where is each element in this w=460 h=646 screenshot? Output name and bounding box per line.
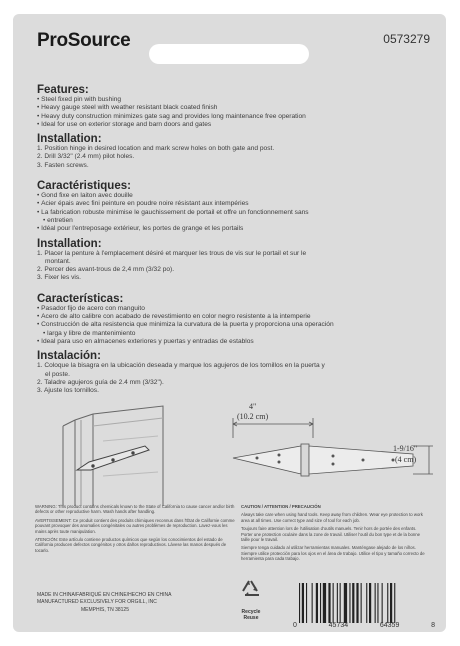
caution-text: Siempre tenga cuidado al utilizar herramientas manuales. Manténgase alejado de los niños. Siempre utilice protección para los ojos en el área de trabajo. Utilice el tipo y tamaño correcto de herramienta para cada trabajo. <box>241 545 425 562</box>
warning-left <box>35 504 235 556</box>
list-item: 2. Drill 3/32" (2.4 mm) pilot holes. <box>37 153 135 161</box>
list-item: • Gond fixe en laiton avec douille <box>37 192 437 200</box>
install-list-es <box>37 362 437 395</box>
list-item: 1. Coloque la bisagra en la ubicación deseada y marque los agujeros de los tornillos en la puerta y <box>37 362 325 370</box>
features-title-es: Características: <box>37 292 124 305</box>
warning-text: AVERTISSEMENT: Ce produit contient des produits chimiques reconnus dans l'État de Californie comme pouvant provoquer des anomalies congénitales ou autres problèmes de reproduction. Lavez-vous les mains après toute manipulation. <box>35 517 235 534</box>
dim-width-in: 1-9/16" <box>393 444 418 453</box>
barcode-digit: 64359 <box>379 622 400 629</box>
list-item: • Acero de alto calibre con acabado de revestimiento en color negro resistente a la intemperie <box>37 313 437 321</box>
package-card <box>13 14 446 632</box>
barcode-digit: 8 <box>431 622 435 629</box>
list-item: 1. Position hinge in desired location and mark screw holes on both gate and post. <box>37 145 275 153</box>
list-item: montant. <box>45 257 71 265</box>
reuse-label: Reuse <box>243 615 259 621</box>
list-item: 3. Fixer les vis. <box>37 274 81 282</box>
list-item: 2. Taladre agujeros guía de 2.4 mm (3/32"). <box>37 378 164 386</box>
install-title-es: Instalación: <box>37 350 101 363</box>
features-title-en: Features: <box>37 84 89 96</box>
install-list-fr <box>37 250 437 283</box>
list-item: el poste. <box>45 370 70 378</box>
list-item: • Ideal for use on exterior storage and barn doors and gates <box>37 121 437 129</box>
brand-logo: ProSource <box>37 30 131 51</box>
list-item: 3. Ajuste los tornillos. <box>37 387 99 395</box>
sku-number: 0573279 <box>383 32 430 46</box>
features-list-fr <box>37 192 437 233</box>
hinge-illustration <box>33 396 433 506</box>
dim-length-in: 4" <box>249 402 257 411</box>
recycle-label: Recycle <box>241 609 261 615</box>
warning-text: WARNING: This product contains chemicals known to the State of California to cause cancer and/or birth defects or other reproductive harm. Wash hands after handling. <box>35 504 235 515</box>
list-item: • Construcción de alta resistencia que minimiza la curvatura de la puerta y proporciona una operación <box>37 321 437 329</box>
list-item: • Ideal para uso en almacenes exteriores y puertas y entradas de establos <box>37 338 437 346</box>
recycle-icon <box>237 578 265 604</box>
caution-text: Always take care when using hand tools. Keep away from children. Wear eye protection to work area at all times. Use correct type and size of tool for each job. <box>241 512 423 523</box>
features-list-en <box>37 96 437 129</box>
list-item: • Pasador fijo de acero con manguito <box>37 305 437 313</box>
hang-hole <box>149 44 309 64</box>
list-item: • larga y libre de mantenimiento <box>37 330 437 338</box>
list-item: 3. Fasten screws. <box>37 161 89 169</box>
caution-title: CAUTION / ATTENTION / PRECAUCIÓN <box>241 504 321 509</box>
features-title-fr: Caractéristiques: <box>37 180 131 193</box>
warning-text: ATENCIÓN: Este artículo contiene productos químicos que según los conocimientos del estado de California producen defectos congénitos y otros daños reproductivos. Lávese las manos después de tocarlo. <box>35 537 227 553</box>
install-list-en <box>37 145 437 170</box>
list-item: • Acier épais avec fini peinture en poudre noire résistant aux intempéries <box>37 200 437 208</box>
instructions-content <box>37 80 437 395</box>
barcode-digits <box>293 622 435 629</box>
recycle-badge <box>231 578 271 621</box>
made-line: MADE IN CHINA/FABRIQUÉ EN CHINE/HECHO EN CHINA <box>37 592 172 598</box>
made-line: MEMPHIS, TN 38125 <box>81 606 129 613</box>
dim-length-cm: (10.2 cm) <box>237 412 269 421</box>
list-item: • La fabrication robuste minimise le gauchissement de portail et offre un fonctionnement sans <box>37 209 437 217</box>
manufacturer-info <box>37 592 237 614</box>
list-item: • Heavy gauge steel with weather resistant black coated finish <box>37 104 437 112</box>
list-item: 2. Percer des avant-trous de 2,4 mm (3/32 po). <box>37 266 175 274</box>
made-line: MANUFACTURED EXCLUSIVELY FOR ORGILL, INC <box>37 599 157 606</box>
dim-width-cm: (4 cm) <box>395 455 417 464</box>
list-item: • Heavy duty construction minimizes gate sag and provides long maintenance free operation <box>37 113 437 121</box>
list-item: • entretien <box>37 217 437 225</box>
install-title-fr: Installation: <box>37 237 102 250</box>
list-item: 1. Placer la penture à l'emplacement désiré et marquer les trous de vis sur le portail et sur le <box>37 249 307 257</box>
list-item: • Steel fixed pin with bushing <box>37 96 437 104</box>
features-list-es <box>37 305 437 346</box>
gate-hinge-shape <box>77 446 149 470</box>
install-title-en: Installation: <box>37 133 102 146</box>
barcode-digit: 0 <box>293 622 297 629</box>
caution-text: Toujours faire attention lors de l'utilisation d'outils manuels. Tenir hors de portée des enfants. Porter une protection oculaire dans la zone de travail. Utiliser l'outil du bon type et de la bonne taille pour le travail. <box>241 526 421 543</box>
list-item: • Idéal pour l'entreposage extérieur, les portes de grange et les portails <box>37 225 437 233</box>
barcode-digit: 45734 <box>328 622 349 629</box>
warning-right <box>241 504 426 565</box>
